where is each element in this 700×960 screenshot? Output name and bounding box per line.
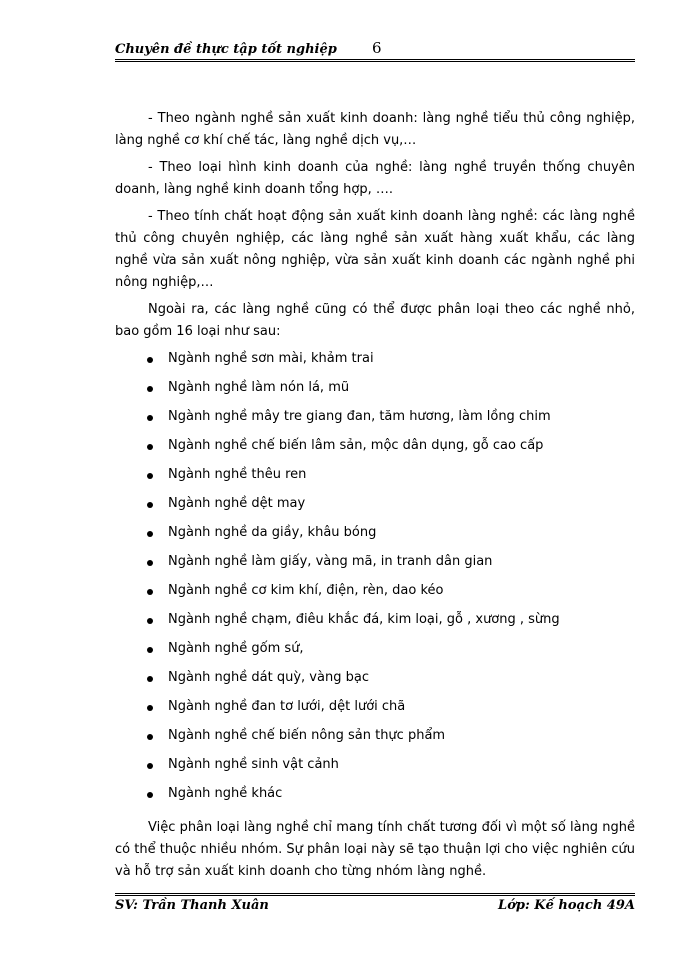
bullet-icon	[147, 792, 153, 798]
header-title: Chuyên đề thực tập tốt nghiệp	[115, 42, 337, 57]
header-rule	[115, 59, 635, 60]
list-item	[115, 406, 635, 435]
bullet-icon	[147, 531, 153, 537]
list-item-text: Ngành nghề đan tơ lưới, dệt lưới chã	[168, 699, 406, 714]
list-item	[115, 493, 635, 522]
list-item-text: Ngành nghề mây tre giang đan, tăm hương, làm lồng chim	[168, 409, 551, 424]
footer-rule	[115, 893, 635, 894]
bullet-icon	[147, 647, 153, 653]
list-item-text: Ngành nghề sinh vật cảnh	[168, 757, 339, 772]
bullet-icon	[147, 763, 153, 769]
list-item-text: Ngành nghề khác	[168, 786, 283, 801]
bullet-icon	[147, 560, 153, 566]
footer-student: SV: Trần Thanh Xuân	[115, 898, 269, 913]
bullet-icon	[147, 473, 153, 479]
list-item	[115, 551, 635, 580]
header-rule-double	[115, 61, 635, 62]
list-item	[115, 725, 635, 754]
paragraph: Việc phân loại làng nghề chỉ mang tính chất tương đối vì một số làng nghề có thể thuộc nhiều nhóm. Sự phân loại này sẽ tạo thuận lợi cho việc nghiên cứu và hỗ trợ sản xuất kinh doanh cho từng nhóm làng nghề.	[115, 820, 635, 879]
list-item	[115, 667, 635, 696]
list-item-text: Ngành nghề chế biến nông sản thực phẩm	[168, 728, 446, 743]
page-number: 6	[372, 39, 382, 57]
bullet-icon	[147, 589, 153, 595]
list-item	[115, 609, 635, 638]
list-item-text: Ngành nghề cơ kim khí, điện, rèn, dao kéo	[168, 583, 444, 598]
list-item	[115, 348, 635, 377]
bullet-icon	[147, 444, 153, 450]
list-item-text: Ngành nghề dệt may	[168, 496, 306, 511]
list-item	[115, 464, 635, 493]
paragraph: - Theo loại hình kinh doanh của nghề: làng nghề truyền thống chuyên doanh, làng nghề kinh doanh tổng hợp, ….	[115, 160, 635, 197]
bullet-icon	[147, 386, 153, 392]
bullet-icon	[147, 618, 153, 624]
list-item	[115, 522, 635, 551]
list-item	[115, 754, 635, 783]
footer-class: Lớp: Kế hoạch 49A	[498, 898, 635, 913]
list-item	[115, 696, 635, 725]
list-item	[115, 638, 635, 667]
craft-category-list	[115, 348, 635, 812]
list-item-text: Ngành nghề thêu ren	[168, 467, 307, 482]
list-item-text: Ngành nghề làm giấy, vàng mã, in tranh dân gian	[168, 554, 493, 569]
list-item	[115, 783, 635, 812]
list-item-text: Ngành nghề làm nón lá, mũ	[168, 380, 350, 395]
page-body	[115, 108, 635, 888]
list-item	[115, 580, 635, 609]
bullet-icon	[147, 705, 153, 711]
list-item-text: Ngành nghề dát quỳ, vàng bạc	[168, 670, 369, 685]
list-item-text: Ngành nghề sơn mài, khảm trai	[168, 351, 374, 366]
bullet-icon	[147, 676, 153, 682]
list-item-text: Ngành nghề da giầy, khâu bóng	[168, 525, 377, 540]
list-item-text: Ngành nghề chế biến lâm sản, mộc dân dụng, gỗ cao cấp	[168, 438, 544, 453]
page-header	[115, 39, 635, 58]
list-item-text: Ngành nghề chạm, điêu khắc đá, kim loại, gỗ , xương , sừng	[168, 612, 560, 627]
paragraph: - Theo ngành nghề sản xuất kinh doanh: làng nghề tiểu thủ công nghiệp, làng nghề cơ khí chế tác, làng nghề dịch vụ,…	[115, 111, 635, 148]
paragraph: Ngoài ra, các làng nghề cũng có thể được phân loại theo các nghề nhỏ, bao gồm 16 loại như sau:	[115, 302, 635, 339]
list-item	[115, 435, 635, 464]
list-item-text: Ngành nghề gốm sứ,	[168, 641, 304, 656]
paragraph: - Theo tính chất hoạt động sản xuất kinh doanh làng nghề: các làng nghề thủ công chuyên nghiệp, các làng nghề sản xuất hàng xuất khẩu, các làng nghề vừa sản xuất nông nghiệp, vừa sản xuất kinh doanh các ngành nghề phi nông nghiệp,…	[115, 209, 635, 290]
bullet-icon	[147, 734, 153, 740]
list-item	[115, 377, 635, 406]
footer-rule-double	[115, 895, 635, 896]
bullet-icon	[147, 357, 153, 363]
bullet-icon	[147, 415, 153, 421]
bullet-icon	[147, 502, 153, 508]
